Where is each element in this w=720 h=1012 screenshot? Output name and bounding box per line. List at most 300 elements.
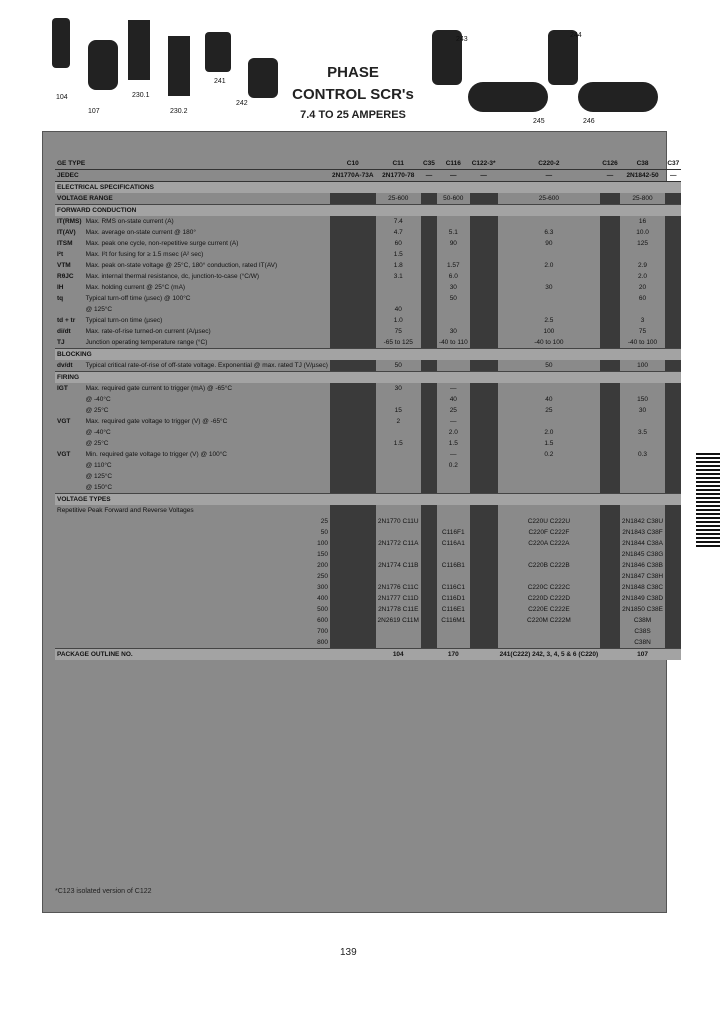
table-cell [665,527,681,538]
table-row [55,626,681,637]
table-cell: C116D1 [441,595,465,602]
table-cell [498,482,601,494]
table-row [55,582,681,593]
table-cell [600,304,620,315]
row-description: @ 25°C [85,440,109,447]
table-cell: 2N1770-78 [376,170,421,182]
table-cell [498,460,601,471]
table-cell: C220F C222F [528,529,570,536]
table-row [55,282,681,293]
table-cell [376,549,421,560]
table-cell [470,405,498,416]
row-description: Max. RMS on-state current (A) [85,218,174,225]
table-cell [330,549,376,560]
table-cell: 1.5 [393,251,403,258]
table-cell [470,649,498,661]
table-row [55,227,681,238]
table-cell [470,427,498,438]
table-cell [665,604,681,615]
table-cell [600,582,620,593]
table-cell: 2N1842 C38U [621,518,664,525]
table-cell: 4.7 [393,229,403,236]
table-cell: 1.5 [448,440,458,447]
table-cell: 60 [638,295,647,302]
table-cell [330,282,376,293]
table-cell [376,471,421,482]
table-cell [330,449,376,460]
table-cell [470,516,498,527]
table-cell: 2N1845 C38G [621,551,664,558]
table-cell [421,505,437,516]
table-cell [665,405,681,416]
table-cell [437,571,470,582]
table-cell: 6.3 [544,229,554,236]
table-cell: C220E C222E [528,606,570,613]
table-cell [330,405,376,416]
table-cell [421,315,437,326]
table-cell [470,593,498,604]
table-cell [470,326,498,337]
table-cell [330,227,376,238]
table-cell [470,571,498,582]
table-cell: C38N [634,639,651,646]
table-cell [437,549,470,560]
table-cell [665,615,681,626]
table-row [55,216,681,227]
table-cell [600,604,620,615]
table-cell: 25-600 [538,195,559,202]
table-cell [470,538,498,549]
table-cell: 10.0 [636,229,649,236]
table-row [55,271,681,282]
table-cell [498,249,601,260]
table-cell [600,538,620,549]
table-cell: C220D C222D [527,595,571,602]
table-cell: 6.0 [448,273,458,280]
table-cell [665,649,681,661]
table-cell [620,249,666,260]
table-cell: 2N1770A-73A [330,170,376,182]
table-cell: 3.1 [393,273,403,280]
table-row [55,471,681,482]
table-cell [665,593,681,604]
row-symbol: IH [57,284,64,291]
row-description: Typical turn-off time (µsec) @ 100°C [85,295,191,302]
table-cell [421,383,437,394]
row-symbol: VGT [57,451,71,458]
table-cell: — [470,170,498,182]
footnote: *C123 isolated version of C122 [55,888,152,895]
table-cell: C38M [633,617,652,624]
table-cell [330,326,376,337]
table-cell: 2.0 [638,273,648,280]
row-description: @ 150°C [85,484,113,491]
table-cell [600,449,620,460]
table-cell [330,604,376,615]
table-cell [421,282,437,293]
table-cell [600,649,620,661]
table-row [55,560,681,571]
row-description: Max. required gate current to trigger (mA) @ -65°C [85,385,233,392]
table-cell [600,405,620,416]
row-description: @ 110°C [85,462,112,469]
table-cell: 1.5 [393,440,403,447]
table-row [55,260,681,271]
table-row [55,482,681,494]
table-cell [498,626,601,637]
table-cell [498,304,601,315]
table-cell [665,582,681,593]
table-cell [665,560,681,571]
table-cell [421,615,437,626]
table-cell [665,460,681,471]
table-cell [421,360,437,372]
table-row [55,315,681,326]
table-cell [437,505,470,516]
row-symbol [55,394,84,405]
table-cell: 2N1846 C38B [622,562,663,569]
table-cell [600,593,620,604]
table-cell: 50 [394,362,402,369]
section-header [55,205,681,217]
table-cell [330,193,376,205]
table-cell [665,416,681,427]
table-cell [470,527,498,538]
table-cell [421,193,437,205]
table-cell [421,405,437,416]
table-cell [600,360,620,372]
table-cell [600,193,620,205]
table-cell: C220C C222C [527,584,571,591]
table-cell [421,337,437,349]
table-cell [421,604,437,615]
table-cell: 1.0 [393,317,403,324]
row-description: Max. average on-state current @ 180° [85,229,196,236]
table-cell [665,326,681,337]
table-cell [376,460,421,471]
table-cell: 2N1777 C11D [377,595,419,602]
table-cell: 50 [449,295,457,302]
table-cell [600,326,620,337]
table-row [55,383,681,394]
table-cell [330,516,376,527]
table-cell [470,293,498,304]
row-label: JEDEC [55,170,330,182]
table-cell [498,293,601,304]
table-cell [437,482,470,494]
table-cell [421,471,437,482]
table-cell: — [437,170,470,182]
table-cell [665,505,681,516]
table-cell: 2.0 [544,262,554,269]
table-cell [665,260,681,271]
table-cell: 50-600 [443,195,464,202]
table-cell [330,538,376,549]
table-cell [600,337,620,349]
row-description: Min. required gate voltage to trigger (V) @ 100°C [85,451,227,458]
table-row [55,449,681,460]
section-title: VOLTAGE TYPES [55,494,681,506]
table-cell [421,416,437,427]
page-title-line1: PHASE [327,64,379,81]
table-cell [330,337,376,349]
table-cell: 2N1774 C11B [378,562,419,569]
table-cell [330,394,376,405]
row-description: Max. required gate voltage to trigger (V) @ -65°C [85,418,228,425]
row-symbol: IT(AV) [57,229,76,236]
table-cell [600,427,620,438]
table-cell [600,471,620,482]
table-cell: 60 [394,240,402,247]
table-cell [437,304,470,315]
table-cell [421,637,437,649]
table-cell: 2.0 [448,429,458,436]
table-row [55,293,681,304]
table-cell: 2N1844 C38A [622,540,663,547]
table-cell: 2.9 [638,262,648,269]
column-header: C126 [600,158,620,170]
table-cell: 40 [545,396,553,403]
table-cell [330,505,376,516]
table-cell [376,449,421,460]
table-row [55,427,681,438]
table-cell [330,560,376,571]
table-cell [470,238,498,249]
table-cell: 2 [396,418,401,425]
table-cell: 104 [376,649,421,661]
row-description: @ 125°C [85,473,113,480]
table-cell [470,216,498,227]
page-edge-tab [696,452,720,547]
table-cell [498,416,601,427]
table-cell [600,560,620,571]
page-number: 139 [340,947,357,958]
table-row [55,460,681,471]
table-row [55,527,681,538]
table-cell [470,449,498,460]
table-cell [600,460,620,471]
column-header: C122-3* [470,158,498,170]
row-symbol [55,460,84,471]
table-cell: — [421,170,437,182]
table-cell: C116M1 [441,617,466,624]
table-cell [330,626,376,637]
table-cell [376,637,421,649]
package-label: 246 [583,118,595,125]
row-description: Max. rate-of-rise turned-on current (A/µsec) [85,328,211,335]
table-cell [421,626,437,637]
row-symbol: td + tr [57,317,76,324]
table-cell [330,238,376,249]
table-cell [600,637,620,649]
row-voltage: 150 [317,551,328,558]
table-cell [421,527,437,538]
table-cell [600,505,620,516]
table-cell: 90 [449,240,457,247]
table-cell [470,337,498,349]
table-row [55,604,681,615]
row-description: Junction operating temperature range (°C) [85,339,208,346]
section-title: FORWARD CONDUCTION [55,205,681,217]
table-cell [470,282,498,293]
table-cell [665,571,681,582]
specifications-table [55,158,681,660]
table-cell [330,582,376,593]
table-cell: 2.0 [544,429,554,436]
row-voltage: 300 [317,584,328,591]
table-cell: 90 [545,240,553,247]
column-header: C116 [437,158,470,170]
table-cell [620,471,666,482]
table-cell [421,227,437,238]
table-cell [470,560,498,571]
table-cell [665,516,681,527]
table-cell [330,216,376,227]
table-cell: 20 [638,284,647,291]
table-cell: 15 [394,407,402,414]
table-row [55,516,681,527]
table-row [55,571,681,582]
table-cell [421,427,437,438]
table-cell [330,416,376,427]
table-cell: 2N1776 C11C [377,584,419,591]
table-cell [600,282,620,293]
row-voltage: 700 [317,628,328,635]
table-cell: 2.5 [544,317,554,324]
table-cell: 2N1778 C11E [378,606,419,613]
table-cell [665,337,681,349]
table-cell [470,626,498,637]
table-cell [620,505,666,516]
row-description: Max. peak one cycle, non-repetitive surge current (A) [85,240,239,247]
table-cell [470,271,498,282]
table-cell [620,460,666,471]
stud-package-icon [205,32,231,72]
table-cell: -40 to 100 [627,339,658,346]
package-label: 242 [236,100,248,107]
row-symbol [55,427,84,438]
table-cell: C116F1 [441,529,465,536]
table-cell: 25 [449,407,457,414]
table-cell [421,438,437,449]
table-cell [437,360,470,372]
table-cell: — [450,451,457,458]
table-cell [437,626,470,637]
table-cell [470,505,498,516]
table-cell [330,571,376,582]
row-description: Max. internal thermal resistance, dc, junction-to-case (°C/W) [85,273,260,280]
table-cell [330,293,376,304]
table-cell: — [665,170,681,182]
table-cell [498,637,601,649]
table-cell [330,460,376,471]
row-symbol [55,405,84,416]
table-cell [330,427,376,438]
table-cell [470,227,498,238]
table-cell [620,304,666,315]
to-package-icon [168,36,190,96]
row-description: Max. holding current @ 25°C (mA) [85,284,186,291]
row-symbol: IGT [57,385,68,392]
page-subtitle: 7.4 TO 25 AMPERES [300,109,406,121]
package-label: 104 [56,94,68,101]
table-cell [498,383,601,394]
table-cell [330,471,376,482]
table-cell [437,637,470,649]
table-cell [421,460,437,471]
table-cell: 30 [638,407,647,414]
table-cell: 16 [638,218,647,225]
table-cell [620,383,666,394]
table-cell [330,315,376,326]
table-cell [470,460,498,471]
table-cell [470,394,498,405]
row-symbol [55,304,84,315]
column-header: C220-2 [498,158,601,170]
row-description: @ 25°C [85,407,109,414]
table-cell [470,360,498,372]
section-header [55,349,681,361]
table-cell [437,249,470,260]
row-description: Typical turn-on time (µsec) [85,317,163,324]
table-cell: 100 [543,328,555,335]
row-voltage: 600 [317,617,328,624]
table-row [55,405,681,416]
table-cell [470,582,498,593]
table-cell [470,260,498,271]
row-voltage: 500 [317,606,328,613]
table-row [55,637,681,649]
table-cell [376,394,421,405]
table-cell [330,383,376,394]
table-row [55,304,681,315]
table-cell [437,216,470,227]
table-cell [665,315,681,326]
table-cell [665,637,681,649]
package-label: 230.2 [170,108,188,115]
table-cell [376,293,421,304]
package-label: 241 [214,78,226,85]
table-cell [421,394,437,405]
table-cell [665,438,681,449]
table-cell [421,549,437,560]
table-cell [600,482,620,494]
table-cell [470,482,498,494]
table-cell [665,394,681,405]
table-cell: C220M C222M [527,617,571,624]
table-cell [421,516,437,527]
table-cell: 25-800 [632,195,653,202]
voltage-range-row [55,193,681,205]
table-cell [437,471,470,482]
package-label: 243 [456,36,468,43]
table-cell: 5.1 [448,229,458,236]
row-description: Repetitive Peak Forward and Reverse Voltages [57,507,194,514]
table-cell: C116E1 [441,606,465,613]
table-cell [330,271,376,282]
package-label: 230.1 [132,92,150,99]
column-header: C35 [421,158,437,170]
table-cell [620,438,666,449]
table-cell: 2N1843 C38F [622,529,663,536]
table-cell [376,571,421,582]
table-cell: 150 [637,396,648,403]
table-cell: 2N1842-50 [620,170,666,182]
section-title: ELECTRICAL SPECIFICATIONS [55,182,681,194]
table-cell [600,571,620,582]
table-cell: 75 [638,328,647,335]
table-cell [600,315,620,326]
